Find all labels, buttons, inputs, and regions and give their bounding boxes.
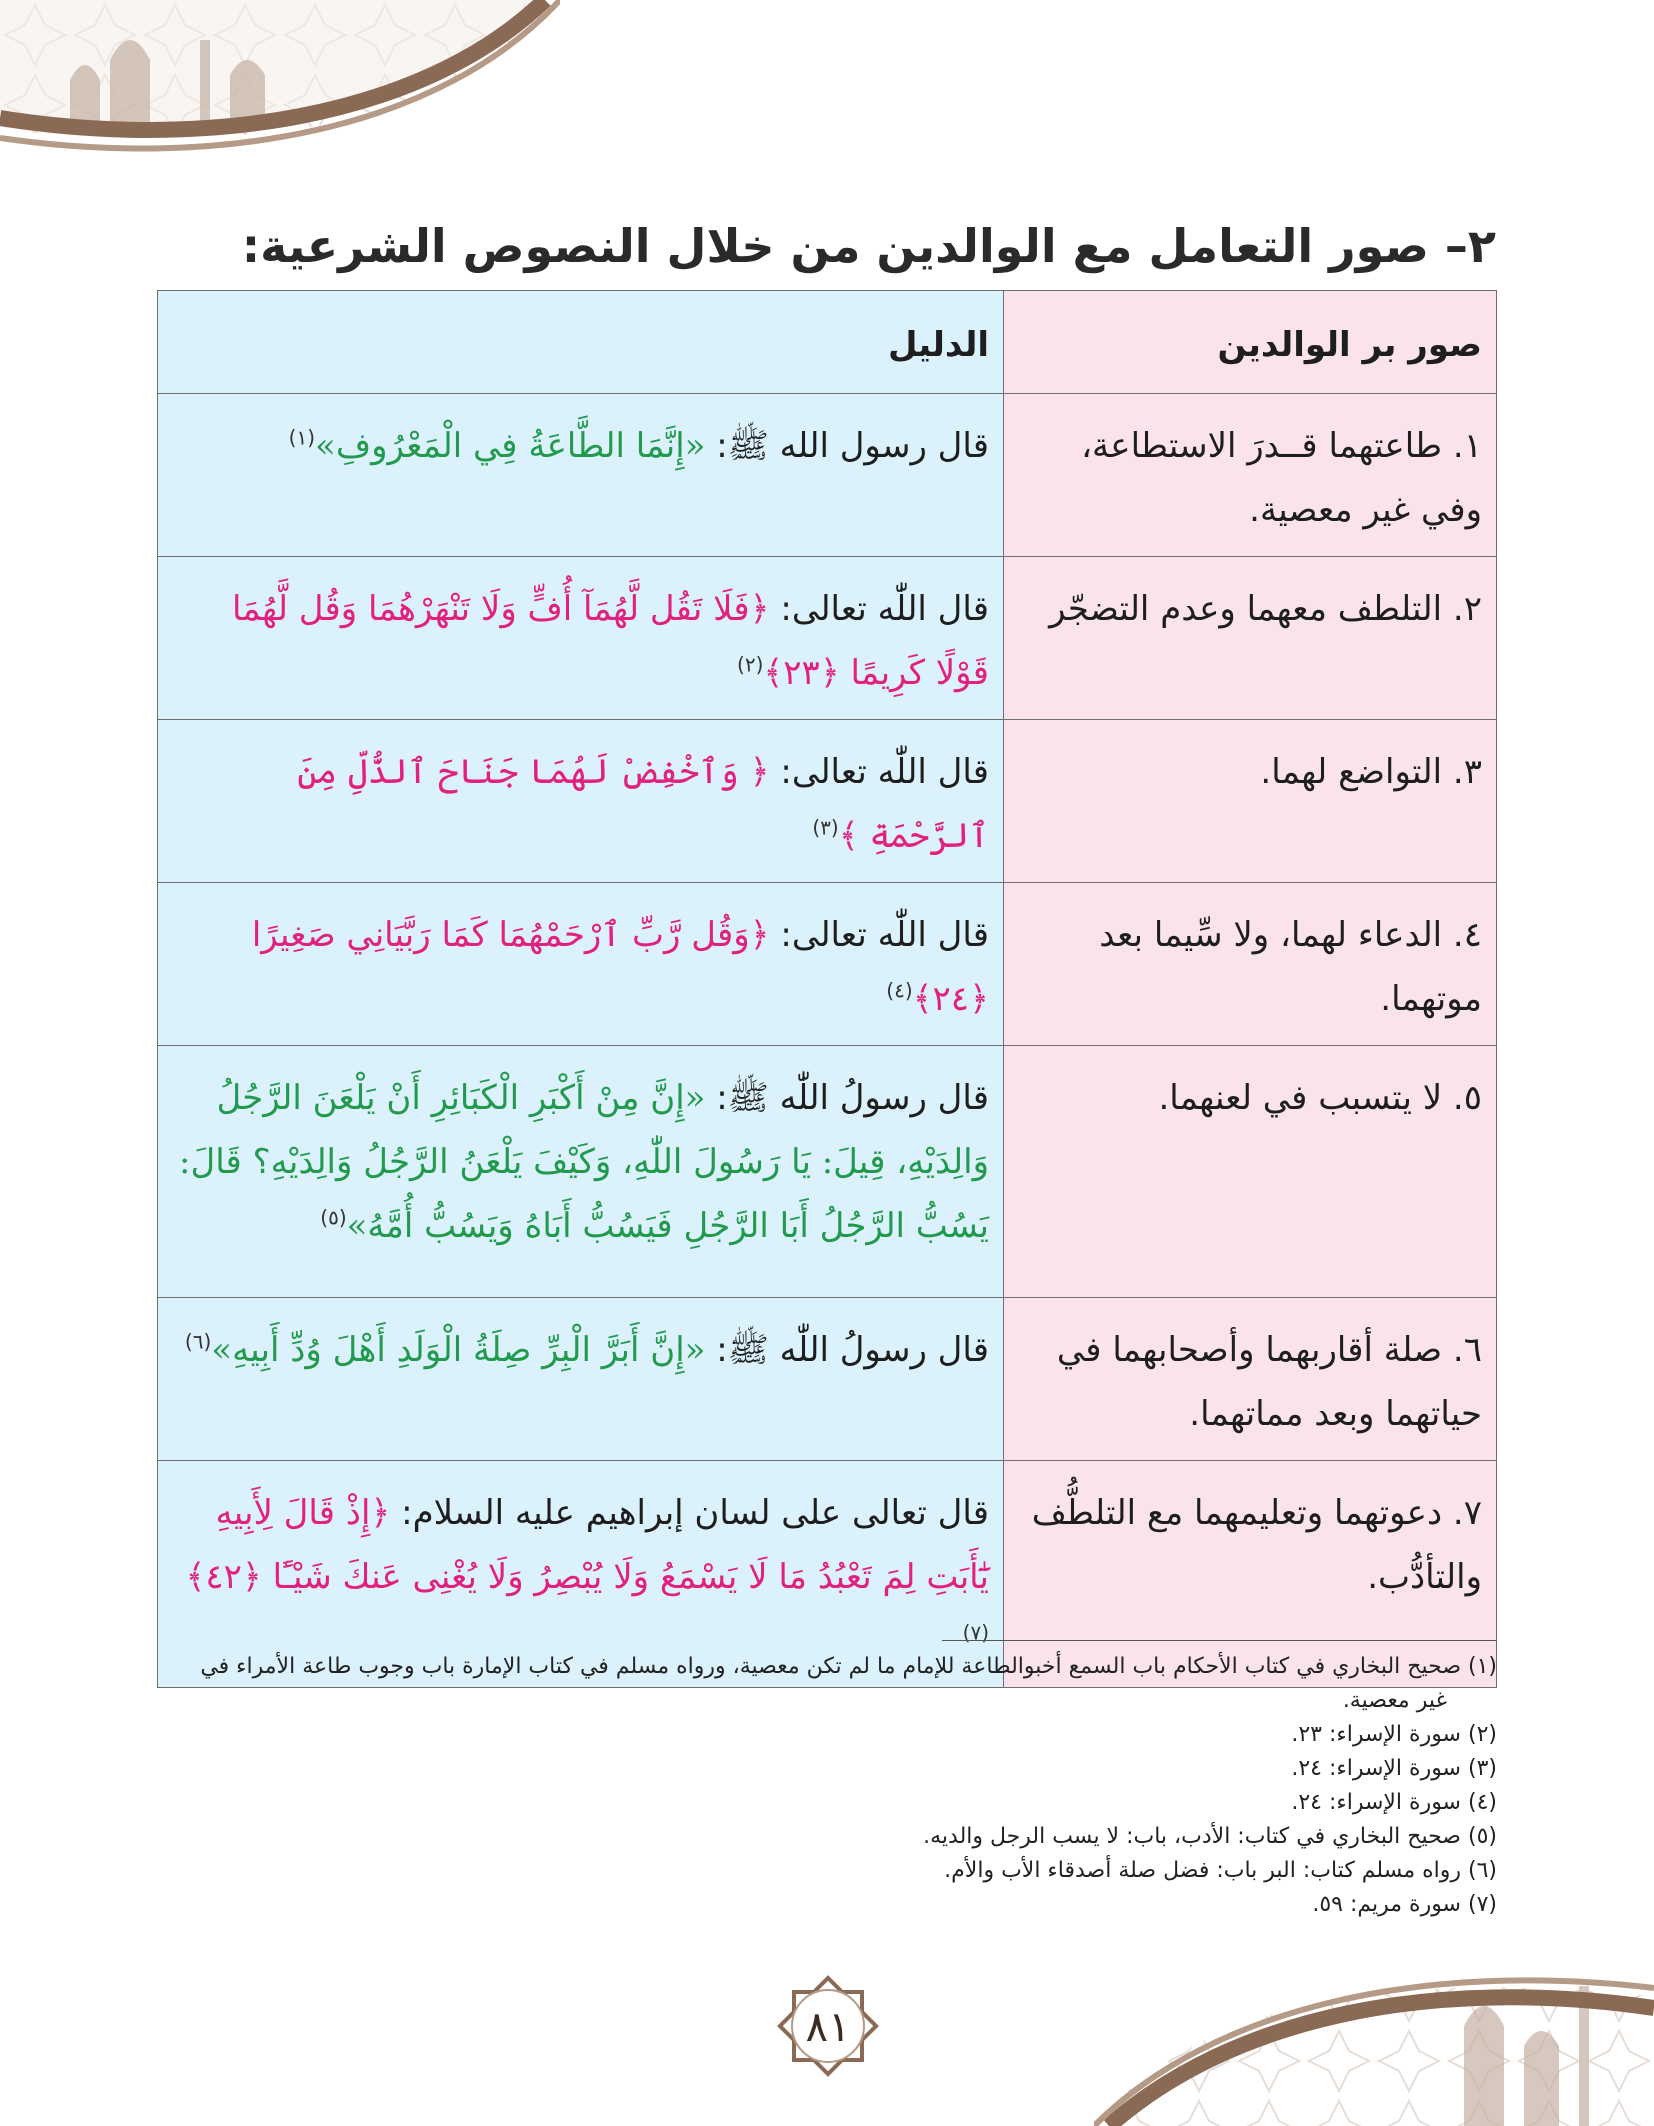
section-title: ٢– صور التعامل مع الوالدين من خلال النصوص الشرعية: <box>241 218 1496 273</box>
evidence-cell <box>158 557 1004 720</box>
ayah-quote: ﴿إِذْ قَالَ لِأَبِيهِ يَٰٓأَبَتِ لِمَ تَعْبُدُ مَا لَا يَسْمَعُ وَلَا يُبْصِرُ وَلَا يُغْنِى عَنكَ شَيْـًٔا ﴿٤٢﴾ <box>185 1493 989 1597</box>
table-row <box>158 394 1497 557</box>
footnotes <box>157 1650 1497 1922</box>
evidence-cell <box>158 1298 1004 1461</box>
footnote-6: (٦) رواه مسلم كتاب: البر باب: فضل صلة أصدقاء الأب والأم. <box>944 1858 1497 1883</box>
footnote-ref: (٤) <box>886 978 913 1003</box>
evidence-intro: قال اللّٰه تعالى: <box>769 752 989 792</box>
evidence-intro: قال اللّٰه تعالى: <box>769 915 989 955</box>
footnote-3: (٣) سورة الإسراء: ٢٤. <box>1291 1756 1497 1781</box>
evidence-cell <box>158 1046 1004 1298</box>
parents-treatment-table <box>157 290 1497 1688</box>
page-number-badge <box>772 1970 884 2082</box>
ayah-quote: ﴿فَلَا تَقُل لَّهُمَآ أُفٍّ وَلَا تَنْهَرْهُمَا وَقُل لَّهُمَا قَوْلًا كَرِيمًا ﴿٢٣﴾ <box>231 589 989 693</box>
bottom-corner-ornament <box>1094 1956 1654 2126</box>
page-number: ٨١ <box>805 2001 851 2051</box>
evidence-intro: قال اللّٰه تعالى: <box>769 589 989 629</box>
table-row <box>158 1298 1497 1461</box>
hadith-quote: «إِنَّ أَبَرَّ الْبِرِّ صِلَةُ الْوَلَدِ أَهْلَ وُدِّ أَبِيهِ» <box>211 1330 706 1370</box>
ayah-quote: ﴿ وَٱخْفِضْ لَهُمَا جَنَاحَ ٱلذُّلِّ مِنَ ٱلرَّحْمَةِ ﴾ <box>297 752 989 856</box>
evidence-cell <box>158 394 1004 557</box>
form-cell: ٧. دعوتهما وتعليمهما مع التلطُّف والتأدُّب. <box>1004 1461 1497 1688</box>
footnote-5: (٥) صحيح البخاري في كتاب: الأدب، باب: لا يسب الرجل والديه. <box>923 1824 1497 1849</box>
evidence-intro: قال رسول الله ﷺ: <box>705 426 989 466</box>
header-evidence: الدليل <box>158 291 1004 394</box>
footnote-ref: (٦) <box>184 1329 212 1354</box>
hadith-quote: «إِنَّمَا الطَّاعَةُ فِي الْمَعْرُوفِ» <box>315 426 706 466</box>
footnote-ref: (٣) <box>812 815 839 840</box>
ayah-quote: ﴿وَقُل رَّبِّ ٱرْحَمْهُمَا كَمَا رَبَّيَانِي صَغِيرًا ﴿٢٤﴾ <box>251 915 989 1019</box>
evidence-intro: قال رسولُ اللّٰه ﷺ: <box>705 1330 989 1370</box>
table-row <box>158 883 1497 1046</box>
footnote-ref: (٢) <box>737 652 764 677</box>
table-row <box>158 1046 1497 1298</box>
footnote-ref: (٧) <box>962 1620 989 1645</box>
form-cell: ٦. صلة أقاربهما وأصحابهما في حياتهما وبعد مماتهما. <box>1004 1298 1497 1461</box>
form-cell: ٣. التواضع لهما. <box>1004 720 1497 883</box>
footnote-7: (٧) سورة مريم: ٥٩. <box>1312 1892 1497 1917</box>
form-cell: ٢. التلطف معهما وعدم التضجّر <box>1004 557 1497 720</box>
hadith-quote: «إِنَّ مِنْ أَكْبَرِ الْكَبَائِرِ أَنْ يَلْعَنَ الرَّجُلُ وَالِدَيْهِ، قِيلَ: يَا رَسُولَ اللّٰهِ، وَكَيْفَ يَلْعَنُ الرَّجُلُ وَالِدَيْهِ؟ قَالَ: يَسُبُّ الرَّجُلُ أَبَا الرَّجُلِ فَيَسُبُّ أَبَاهُ وَيَسُبُّ أُمَّهُ» <box>179 1078 989 1246</box>
footnote-4: (٤) سورة الإسراء: ٢٤. <box>1291 1790 1497 1815</box>
footnote-ref: (٥) <box>320 1205 347 1230</box>
table-row <box>158 557 1497 720</box>
form-cell: ٥. لا يتسبب في لعنهما. <box>1004 1046 1497 1298</box>
top-corner-ornament <box>0 0 560 170</box>
evidence-cell <box>158 883 1004 1046</box>
evidence-cell <box>158 720 1004 883</box>
form-cell: ١. طاعتهما قــدرَ الاستطاعة، وفي غير معصية. <box>1004 394 1497 557</box>
evidence-intro: قال تعالى على لسان إبراهيم عليه السلام: <box>390 1493 989 1533</box>
footnote-1-continued: غير معصية. <box>1342 1688 1447 1713</box>
footnote-divider <box>942 1640 1497 1641</box>
header-forms: صور بر الوالدين <box>1004 291 1497 394</box>
form-cell: ٤. الدعاء لهما، ولا سِّيما بعد موتهما. <box>1004 883 1497 1046</box>
footnote-ref: (١) <box>288 425 316 450</box>
footnote-1: (١) صحيح البخاري في كتاب الأحكام باب السمع أخبوالطاعة للإمام ما لم تكن معصية، ورواه مسلم في كتاب الإمارة باب وجوب طاعة الأمراء في <box>200 1654 1497 1679</box>
footnote-2: (٢) سورة الإسراء: ٢٣. <box>1291 1722 1497 1747</box>
table-header-row <box>158 291 1497 394</box>
evidence-intro: قال رسولُ اللّٰه ﷺ: <box>705 1078 989 1118</box>
table-row <box>158 720 1497 883</box>
